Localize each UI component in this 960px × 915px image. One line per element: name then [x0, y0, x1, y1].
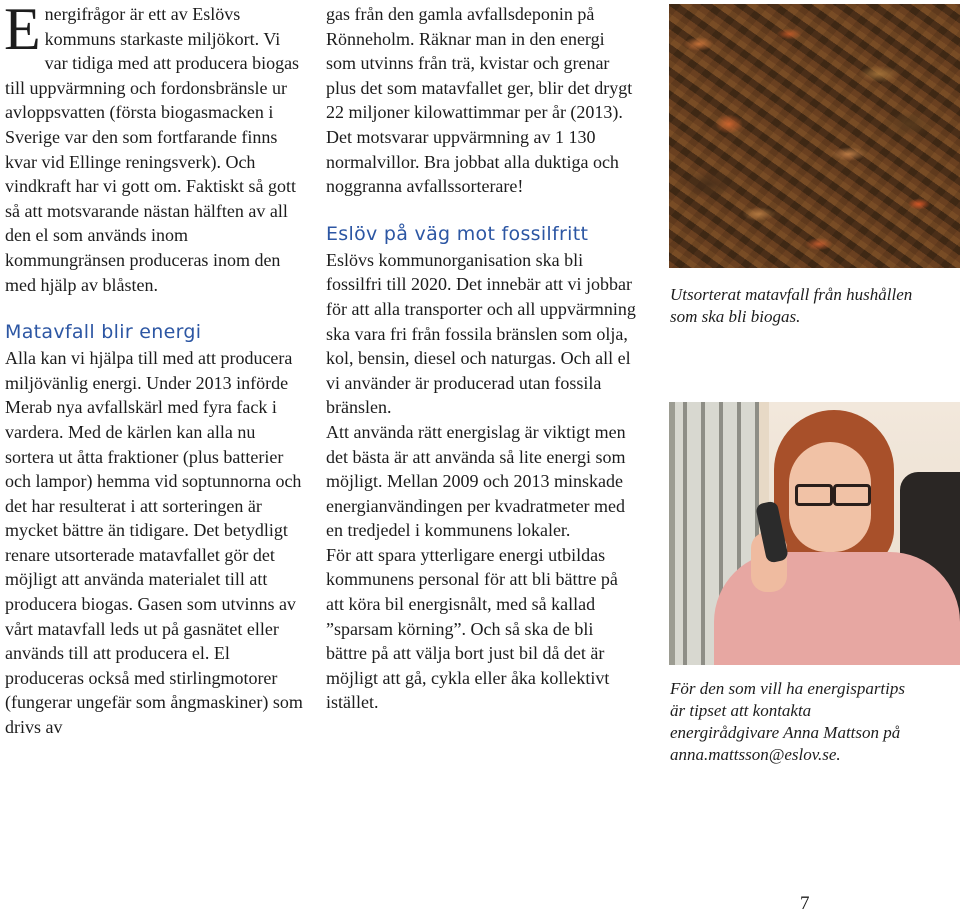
- page-number: 7: [800, 893, 810, 914]
- intro-first-line: nergifrågor är ett av Eslövs kommuns starkaste miljökort.: [44, 4, 260, 49]
- food-waste-caption-text: Utsorterat matavfall från hushållen som ska bli biogas.: [670, 285, 913, 326]
- article-column-2: [326, 2, 638, 715]
- food-waste-photo: [669, 4, 960, 268]
- energy-advisor-caption-text: För den som vill ha energispartips är tipset att kontakta energirådgivare Anna Mattson på anna.mattsson@eslov.se.: [670, 679, 905, 764]
- food-waste-paragraph: Alla kan vi hjälpa till med att producera miljövänlig energi. Under 2013 införde Merab nya avfallskärl med fyra fack i vardera. Med de kärlen kan alla nu sortera ut åtta fraktioner (plus batterier och lampor) hemma vid soptunnorna och det har resulterat i att sorteringen är mycket bättre än tidigare. Det betydligt renare utsorterade matavfallet gör det möjligt att använda materialet till att producera biogas. Gasen som utvinns av vårt matavfall leds ut på gasnätet eller används till att producera el. El produceras också med stirlingmotorer (fungerar ungefär som ångmaskiner) som drivs av: [5, 348, 303, 738]
- fossil-free-paragraph-3: För att spara ytterligare energi utbildas kommunens personal för att bli bättre på att köra bil energisnålt, med så kallad ”sparsam körning”. Och så ska de bli bättre på att välja bort just bil då det är möjligt att gå, cykla eller åka kollektivt istället.: [326, 544, 618, 713]
- energy-advisor-caption: [670, 678, 915, 766]
- heading-food-waste: Matavfall blir energi: [5, 321, 202, 344]
- food-waste-caption: [670, 284, 915, 328]
- drop-cap: E: [4, 0, 41, 62]
- fossil-free-paragraph-1: Eslövs kommunorganisation ska bli fossilfri till 2020. Det innebär att vi jobbar för att alla transporter och all uppvärmning ska vara fri från fossila bränslen som olja, kol, bensin, diesel och naturgas. Och all el vi använder är producerad utan fossila bränslen.: [326, 249, 636, 418]
- continuation-paragraph: gas från den gamla avfallsdeponin på Rönneholm. Räknar man in den energi som utvinns från trä, kvistar och grenar plus det som matavfallet ger, blir det drygt 22 miljoner kilowattimmar per år (2013). Det motsvarar uppvärmning av 1 130 normalvillor. Bra jobbat alla duktiga och noggranna avfallssorterare!: [326, 4, 633, 197]
- heading-fossil-free: Eslöv på väg mot fossilfritt: [326, 222, 589, 245]
- glasses-shape: [791, 484, 871, 502]
- energy-advisor-photo: [669, 402, 960, 665]
- article-column-1: [5, 2, 307, 740]
- intro-text: Vi var tidiga med att producera biogas till uppvärmning och fordonsbränsle ur avloppsvatten (första biogasmacken i Sverige var den som fortfarande finns kvar vid Ellinge reningsverk). Och vindkraft har vi gott om. Faktiskt så gott så att motsvarande nästan hälften av all den el som används inom kommungränsen produceras inom den med hjälp av blåsten.: [5, 28, 300, 295]
- fossil-free-paragraph-2: Att använda rätt energislag är viktigt men det bästa är att använda så lite energi som möjligt. Mellan 2009 och 2013 minskade energianvändingen per kvadratmeter med en tredjedel i kommunens lokaler.: [326, 421, 626, 541]
- intro-paragraph: [5, 2, 307, 297]
